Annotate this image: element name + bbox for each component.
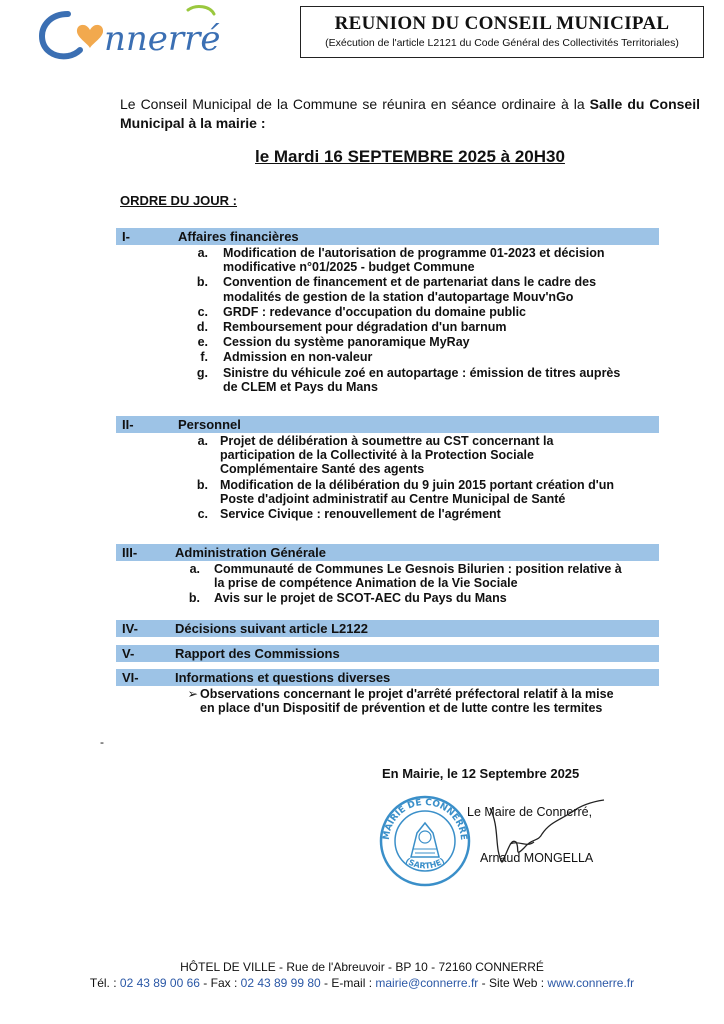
- meeting-title: REUNION DU CONSEIL MUNICIPAL: [334, 13, 670, 34]
- item-text-line: GRDF : redevance d'occupation du domaine public: [223, 304, 527, 319]
- item-text-line: de CLEM et Pays du Mans: [223, 379, 378, 394]
- item-letter: b.: [196, 477, 208, 492]
- agenda-section-bar: [116, 416, 659, 433]
- meeting-subtitle: (Exécution de l'article L2121 du Code Général des Collectivités Territoriales): [325, 37, 679, 49]
- item-text-line: Service Civique : renouvellement de l'agrément: [220, 507, 501, 521]
- section-title: Informations et questions diverses: [175, 670, 391, 685]
- item-text-line: Projet de délibération à soumettre au CST concernant la: [220, 434, 554, 448]
- intro-place: Salle du Conseil Municipal à la mairie :: [120, 96, 700, 131]
- section-number: I-: [122, 229, 130, 244]
- item-letter: c.: [197, 304, 208, 319]
- meeting-date: le Mardi 16 SEPTEMBRE 2025 à 20H30: [255, 147, 565, 166]
- official-stamp: [377, 793, 473, 889]
- section-number: II-: [122, 417, 134, 432]
- item-text-line: participation de la Collectivité à la Protection Sociale: [220, 448, 534, 463]
- item-letter: b.: [188, 591, 200, 606]
- dash-mark: -: [100, 735, 104, 749]
- section-title: Décisions suivant article L2122: [175, 621, 368, 636]
- item-letter: g.: [196, 365, 208, 380]
- section-title: Rapport des Commissions: [175, 646, 340, 661]
- svg-text:(SARTHE): [404, 856, 447, 870]
- section-title: Affaires financières: [178, 229, 299, 244]
- intro-text: Le Conseil Municipal de la Commune se réunira en séance ordinaire à la: [120, 96, 590, 112]
- item-letter: b.: [196, 275, 208, 290]
- stamp-top-text: MAIRIE DE CONNERRÉ: [381, 797, 469, 841]
- item-letter: a.: [189, 562, 200, 576]
- item-text-line: Convention de financement et de partenariat dans le cadre des: [223, 275, 597, 290]
- website-link[interactable]: www.connerre.fr: [547, 976, 635, 990]
- section-number: IV-: [122, 621, 138, 636]
- section-number: VI-: [122, 670, 139, 685]
- fax-label: - Fax :: [199, 976, 241, 990]
- email-label: - E-mail :: [320, 976, 376, 990]
- signed-place-date: En Mairie, le 12 Septembre 2025: [382, 766, 580, 781]
- agenda-section-bar: [116, 620, 659, 637]
- svg-text:nnerré: nnerré: [104, 19, 221, 59]
- mayor-name: Arnaud MONGELLA: [480, 851, 594, 865]
- stamp-bottom-text: (SARTHE): [403, 856, 447, 871]
- item-letter: a.: [197, 434, 208, 448]
- section-number: V-: [122, 646, 135, 661]
- item-text-line: Admission en non-valeur: [223, 350, 373, 365]
- item-letter: a.: [197, 246, 208, 260]
- item-letter: d.: [196, 320, 208, 334]
- agenda-section-bar: [116, 669, 659, 686]
- section-title: Personnel: [178, 417, 241, 432]
- item-text-line: Avis sur le projet de SCOT-AEC du Pays du Mans: [214, 591, 507, 606]
- agenda-section-bar: [116, 544, 659, 561]
- web-label: - Site Web :: [478, 976, 548, 990]
- item-text-line: Modification de la délibération du 9 juin 2015 portant création d'un: [220, 477, 614, 492]
- item-text-line: en place d'un Dispositif de prévention et de lutte contre les termites: [200, 701, 603, 716]
- mayor-title: Le Maire de Connerré,: [467, 805, 593, 819]
- item-text-line: Complémentaire Santé des agents: [220, 462, 425, 477]
- footer-address: HÔTEL DE VILLE - Rue de l'Abreuvoir - BP 10 - 72160 CONNERRÉ: [180, 960, 544, 974]
- item-text-line: Observations concernant le projet d'arrêté préfectoral relatif à la mise: [200, 687, 614, 701]
- logo-graphic: [38, 4, 228, 64]
- item-text-line: Poste d'adjoint administratif au Centre Municipal de Santé: [220, 491, 566, 506]
- item-letter: ➢: [187, 687, 198, 701]
- phone-number: 02 43 89 00 66: [119, 976, 200, 990]
- tel-label: Tél. :: [89, 976, 120, 990]
- intro-paragraph: [120, 95, 700, 133]
- item-text-line: Modification de l'autorisation de programme 01-2023 et décision: [223, 246, 605, 260]
- item-text-line: Cession du système panoramique MyRay: [223, 335, 470, 350]
- item-text-line: Remboursement pour dégradation d'un barnum: [223, 320, 507, 334]
- meeting-header-box: [300, 6, 704, 58]
- section-title: Administration Générale: [175, 545, 326, 560]
- email-link[interactable]: mairie@connerre.fr: [375, 976, 479, 990]
- item-letter: c.: [197, 507, 208, 521]
- item-letter: f.: [200, 350, 208, 365]
- agenda-section-bar: [116, 645, 659, 662]
- item-text-line: Sinistre du véhicule zoé en autopartage : émission de titres auprès: [223, 365, 621, 380]
- item-text-line: modificative n°01/2025 - budget Commune: [223, 260, 475, 275]
- commune-logo: [38, 4, 228, 64]
- item-letter: e.: [197, 335, 208, 350]
- fax-number: 02 43 89 99 80: [240, 976, 321, 990]
- item-text-line: la prise de compétence Animation de la Vie Sociale: [214, 576, 518, 591]
- item-text-line: modalités de gestion de la station d'autopartage Mouv'nGo: [223, 289, 574, 304]
- agenda-label: ORDRE DU JOUR :: [120, 193, 238, 208]
- item-text-line: Communauté de Communes Le Gesnois Bilurien : position relative à: [214, 562, 622, 576]
- section-number: III-: [122, 545, 138, 560]
- footer-contacts: [0, 976, 724, 990]
- agenda-section-bar: [116, 228, 659, 245]
- stamp-graphic: [377, 793, 473, 889]
